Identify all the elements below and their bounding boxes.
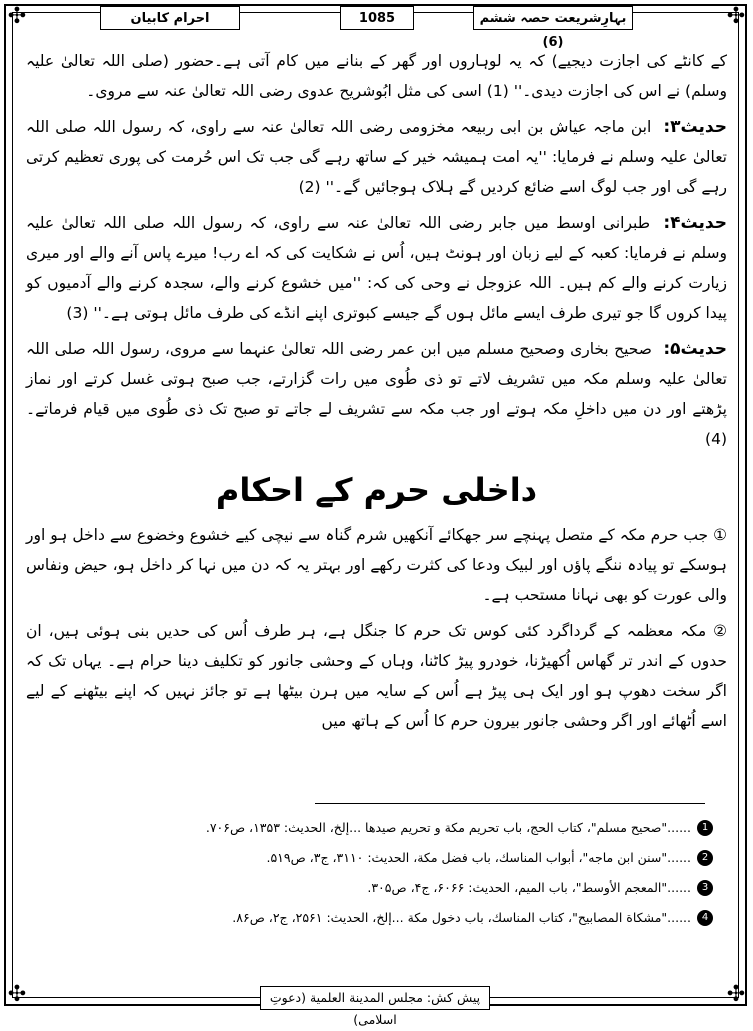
hadith-5 [26,334,727,454]
paragraph: کے کانٹے کی اجازت دیجیے) کہ یہ لوہاروں اور گھر کے بنانے میں کام آتی ہے۔حضور (صلی اللہ تعالیٰ علیہ وسلم) نے اس کی اجازت دیدی۔'' (1) اسی کی مثل ابُوشریح عدوی رضی اللہ تعالیٰ عنہ سے مروی۔ [26,52,727,100]
ornament-corner-icon: ✣ [726,4,746,29]
page-header [40,6,713,50]
ornament-corner-icon: ✣ [7,4,27,29]
footnote-separator [315,803,705,804]
page-number: 1085 [340,6,414,30]
footnote-number: 1 [697,820,713,836]
hadith-text: ابن ماجہ عیاش بن ابی ربیعہ مخزومی رضی اللہ تعالیٰ عنہ سے راوی، کہ رسول اللہ صلی اللہ تعالیٰ علیہ وسلم نے فرمایا: ''یہ امت ہمیشہ خیر کے ساتھ رہے گی جب تک اس حُرمت کی پوری تعظیم کرتی رہے گی اور جب لوگ اسے ضائع کردیں گے ہلاک ہوجائیں گے۔'' (2) [26,118,727,196]
publisher-footer: پیش کش: مجلس المدینة العلمیة (دعوتِ اسلامی) [260,986,490,1010]
section-title: احرام کابیان [100,6,240,30]
footnote-text: ......"صحیح مسلم"، کتاب الحج، باب تحریم مکة و تحریم صیدھا ...إلخ، الحدیث: ۱۳۵۳، ص۷۰۶. [205,820,691,835]
footnote-text: ......"مشکاة المصابیح"، کتاب المناسك، باب دخول مكة ...إلخ، الحدیث: ۲۵۶۱، ج۲، ص۸۶. [232,910,691,925]
page-body [26,46,727,742]
book-title: بہارِشریعت حصہ ششم (6) [473,6,633,30]
footnote-item [40,848,713,868]
footnote-item [40,818,713,838]
footnote-item [40,908,713,928]
footnote-item [40,878,713,898]
rule-2: ② مکہ معظمہ کے گرداگرد کئی کوس تک حرم کا جنگل ہے، ہر طرف اُس کی حدیں بنی ہوئی ہیں، ان حدوں کے اندر تر گھاس اُکھیڑنا، خودرو پیڑ کاٹنا، وہاں کے وحشی جانور کو تکلیف دینا حرام ہے۔ یہاں تک کہ اگر سخت دھوپ ہو اور ایک ہی پیڑ ہے اُس کے سایہ میں ہرن بیٹھا ہے تو جائز نہیں کہ اپنے بیٹھنے کے لیے اسے اُٹھائے اور اگر وحشی جانور بیرون حرم کا اُس کے ہاتھ میں [26,622,727,730]
ornament-corner-icon: ✣ [7,982,27,1007]
hadith-label: حدیث۳: [663,117,727,137]
hadith-4 [26,208,727,328]
footnote-number: 4 [697,910,713,926]
rule-1: ① جب حرم مکہ کے متصل پہنچے سر جھکائے آنکھیں شرم گناہ سے نیچی کیے خشوع وخضوع سے داخل ہو اور ہوسکے تو پیادہ ننگے پاؤں اور لبیک ودعا کی کثرت رکھے اور بہتر یہ کہ دن میں نہا کر داخل ہو، حیض ونفاس والی عورت کو بھی نہانا مستحب ہے۔ [26,526,727,604]
hadith-3 [26,112,727,202]
hadith-label: حدیث۴: [663,213,727,233]
footnotes [40,818,713,938]
hadith-label: حدیث۵: [663,339,727,359]
section-heading: داخلی حرم کے احکام [215,471,538,509]
hadith-text: طبرانی اوسط میں جابر رضی اللہ تعالیٰ عنہ سے راوی، کہ رسول اللہ صلی اللہ تعالیٰ علیہ وسلم نے فرمایا: کعبہ کے لیے زبان اور ہونٹ ہیں، اُس نے شکایت کی کہ اے رب! میرے پاس آنے والے اور میری زیارت کرنے والے کم ہیں۔ اللہ عزوجل نے وحی کی کہ: ''میں خشوع کرنے والے، سجدہ کرنے والے آدمیوں کو پیدا کروں گا جو تیری طرف ایسے مائل ہوں گے جیسے کبوتری اپنے انڈے کی طرف مائل ہوتی ہے۔'' (3) [26,214,727,322]
footnote-number: 2 [697,850,713,866]
footnote-text: ......"المعجم الأوسط"، باب المیم، الحدیث: ۶۰۶۶، ج۴، ص۳۰۵. [367,880,691,895]
hadith-text: صحیح بخاری وصحیح مسلم میں ابن عمر رضی اللہ تعالیٰ عنہما سے مروی، رسول اللہ صلی اللہ تعالیٰ علیہ وسلم مکہ میں تشریف لاتے تو ذی طُوی میں رات گزارتے، جب صبح ہوتی غسل کرتے اور نماز پڑھتے اور دن میں داخلِ مکہ ہوتے اور جب مکہ سے تشریف لے جاتے تو صبح تک ذی طُوی میں قیام فرماتے۔ (4) [26,340,727,448]
footnote-number: 3 [697,880,713,896]
ornament-corner-icon: ✣ [726,982,746,1007]
footnote-text: ......"سنن ابن ماجه"، أبواب المناسك، باب فضل مكة، الحدیث: ۳۱۱۰، ج۳، ص۵۱۹. [266,850,691,865]
